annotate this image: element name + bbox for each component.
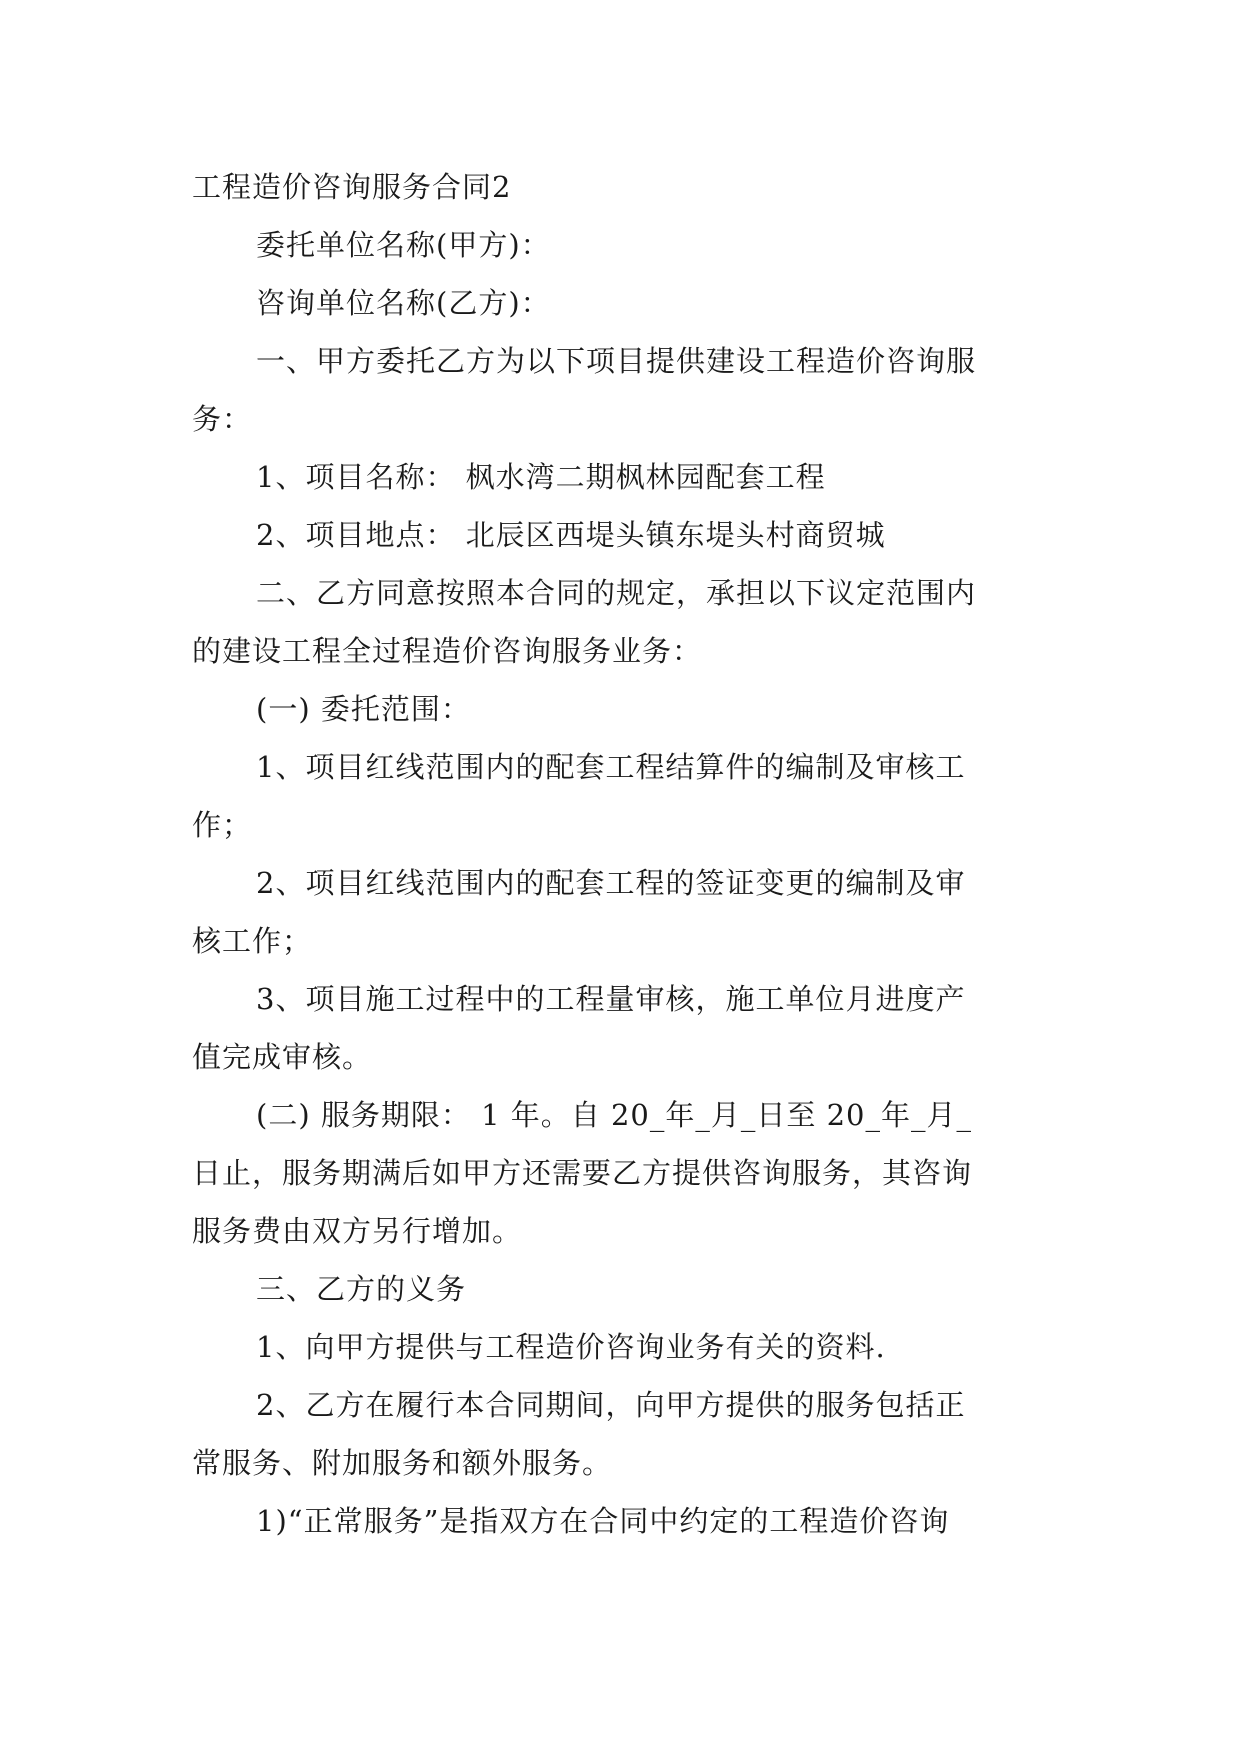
document-line: 二、乙方同意按照本合同的规定，承担以下议定范围内: [256, 576, 977, 610]
document-line: 委托单位名称(甲方)：: [256, 228, 551, 262]
document-line: 作；: [192, 808, 253, 842]
document-line: 常服务、附加服务和额外服务。: [192, 1446, 613, 1480]
document-title: 工程造价咨询服务合同2: [192, 170, 512, 204]
document-line: 1)“正常服务”是指双方在合同中约定的工程造价咨询: [256, 1504, 950, 1538]
document-line: 3、项目施工过程中的工程量审核，施工单位月进度产: [256, 982, 966, 1016]
document-line: 日止，服务期满后如甲方还需要乙方提供咨询服务，其咨询: [192, 1156, 973, 1190]
document-line: (二) 服务期限： 1 年。自 20_年_月_日至 20_年_月_: [256, 1098, 972, 1132]
document-line: 1、项目红线范围内的配套工程结算件的编制及审核工: [256, 750, 966, 784]
document-line: 核工作；: [192, 924, 313, 958]
document-line: 2、项目红线范围内的配套工程的签证变更的编制及审: [256, 866, 966, 900]
document-line: 三、乙方的义务: [256, 1272, 467, 1306]
document-line: 1、向甲方提供与工程造价咨询业务有关的资料.: [256, 1330, 886, 1364]
document-line: (一) 委托范围：: [256, 692, 471, 726]
document-line: 咨询单位名称(乙方)：: [256, 286, 551, 320]
document-line: 的建设工程全过程造价咨询服务业务：: [192, 634, 703, 668]
document-line: 2、项目地点： 北辰区西堤头镇东堤头村商贸城: [256, 518, 886, 552]
document-line: 务：: [192, 402, 253, 436]
document-body: [192, 158, 1052, 1550]
document-paragraphs: [192, 216, 1052, 1550]
document-line: 一、甲方委托乙方为以下项目提供建设工程造价咨询服: [256, 344, 977, 378]
document-line: 2、乙方在履行本合同期间，向甲方提供的服务包括正: [256, 1388, 966, 1422]
document-line: 值完成审核。: [192, 1040, 373, 1074]
document-line: 服务费由双方另行增加。: [192, 1214, 523, 1248]
document-line: 1、项目名称： 枫水湾二期枫林园配套工程: [256, 460, 826, 494]
